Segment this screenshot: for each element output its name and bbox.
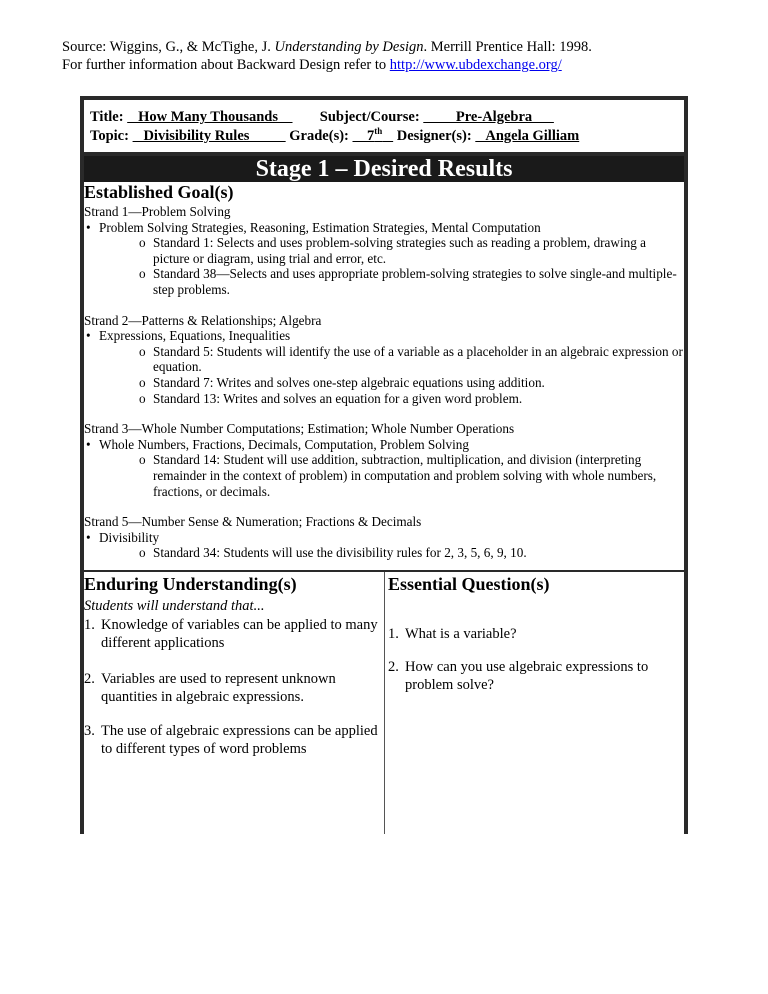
strand-5-bullet: • Divisibility — [84, 530, 684, 546]
item-number: 1. — [84, 617, 95, 633]
strand-2-standard-5: o Standard 5: Students will identify the use of a variable as a placeholder in an algebraic expression or equation. — [84, 344, 684, 375]
source-line-1 — [62, 38, 722, 56]
ubd-exchange-link[interactable]: http://www.ubdexchange.org/ — [389, 57, 562, 73]
understandings-heading: Enduring Understanding(s) — [84, 574, 297, 594]
further-info-text: For further information about Backward Design refer to — [62, 57, 390, 73]
source-suffix: . Merrill Prentice Hall: 1998. — [423, 39, 592, 55]
item-number: 2. — [84, 671, 95, 687]
strand-5: Strand 5—Number Sense & Numeration; Fractions & Decimals — [84, 514, 422, 530]
source-line-2 — [62, 56, 722, 74]
grade-suffix: th — [374, 126, 383, 136]
strand-1-standard-1: o Standard 1: Selects and uses problem-solving strategies such as reading a problem, drawing a picture or diagram, using trial and error, etc. — [84, 235, 684, 266]
grade-tail — [382, 128, 393, 144]
subject-label: Subject/Course: — [319, 109, 420, 125]
header-line-title — [90, 109, 554, 126]
strand-1: Strand 1—Problem Solving — [84, 204, 231, 219]
item-number: 2. — [388, 659, 399, 675]
strand-1-standard-38: o Standard 38—Selects and uses appropriate problem-solving strategies to solve single-and multiple-step problems. — [84, 266, 684, 297]
goals-heading: Established Goal(s) — [84, 182, 234, 202]
understanding-item-1 — [84, 616, 381, 652]
question-item-1 — [388, 625, 680, 643]
strand-3-standard-14: o Standard 14: Student will use addition, subtraction, multiplication, and division (interpreting remainder in the context of problem) in computation and problem solving with whole numbers, fractions, or decimals. — [84, 452, 684, 499]
strand-2-bullet: • Expressions, Equations, Inequalities — [84, 328, 684, 344]
designer-label: Designer(s): — [396, 127, 472, 144]
strand-3: Strand 3—Whole Number Computations; Estimation; Whole Number Operations — [84, 421, 515, 437]
title-value: How Many Thousands — [127, 109, 293, 125]
book-title: Understanding by Design — [274, 39, 424, 55]
grade-value: 7 — [352, 127, 375, 144]
item-text: What is a variable? — [405, 626, 517, 642]
item-number: 3. — [84, 723, 95, 739]
strand-5-standard-34: o Standard 34: Students will use the divisibility rules for 2, 3, 5, 6, 9, 10. — [84, 545, 684, 561]
established-goals-section — [84, 182, 684, 570]
item-text: Variables are used to represent unknown quantities in algebraic expressions. — [101, 671, 336, 705]
understanding-item-2 — [84, 670, 361, 706]
understanding-item-3 — [84, 722, 381, 758]
question-item-2 — [388, 658, 680, 694]
subject-value: Pre-Algebra — [423, 109, 554, 125]
essential-questions-section — [385, 572, 684, 834]
strand-2-standard-7: o Standard 7: Writes and solves one-step algebraic equations using addition. — [84, 375, 684, 391]
goals-body — [84, 204, 684, 561]
item-text: The use of algebraic expressions can be applied to different types of word problems — [101, 723, 378, 757]
strand-3-bullet: • Whole Numbers, Fractions, Decimals, Computation, Problem Solving — [84, 437, 684, 453]
strand-1-bullet: • Problem Solving Strategies, Reasoning, Estimation Strategies, Mental Computation — [84, 220, 684, 236]
understandings-intro: Students will understand that... — [84, 598, 265, 614]
questions-heading: Essential Question(s) — [388, 574, 550, 594]
source-prefix: Source: Wiggins, G., & McTighe, J. — [62, 39, 275, 55]
grade-label: Grade(s): — [289, 127, 349, 144]
topic-label: Topic: — [90, 127, 129, 144]
item-number: 1. — [388, 626, 399, 642]
unit-header — [84, 100, 684, 152]
topic-value: Divisibility Rules — [132, 127, 286, 144]
source-citation — [62, 38, 722, 74]
enduring-understandings-section — [84, 572, 385, 834]
item-text: Knowledge of variables can be applied to many different applications — [101, 617, 378, 651]
strand-2-standard-13: o Standard 13: Writes and solves an equation for a given word problem. — [84, 391, 684, 407]
header-line-topic — [90, 126, 579, 145]
designer-value: Angela Gilliam — [475, 127, 580, 144]
strand-2: Strand 2—Patterns & Relationships; Algebra — [84, 312, 322, 328]
item-text: How can you use algebraic expressions to problem solve? — [405, 659, 649, 693]
stage-title: Stage 1 – Desired Results — [84, 156, 684, 182]
title-label: Title: — [90, 109, 124, 125]
